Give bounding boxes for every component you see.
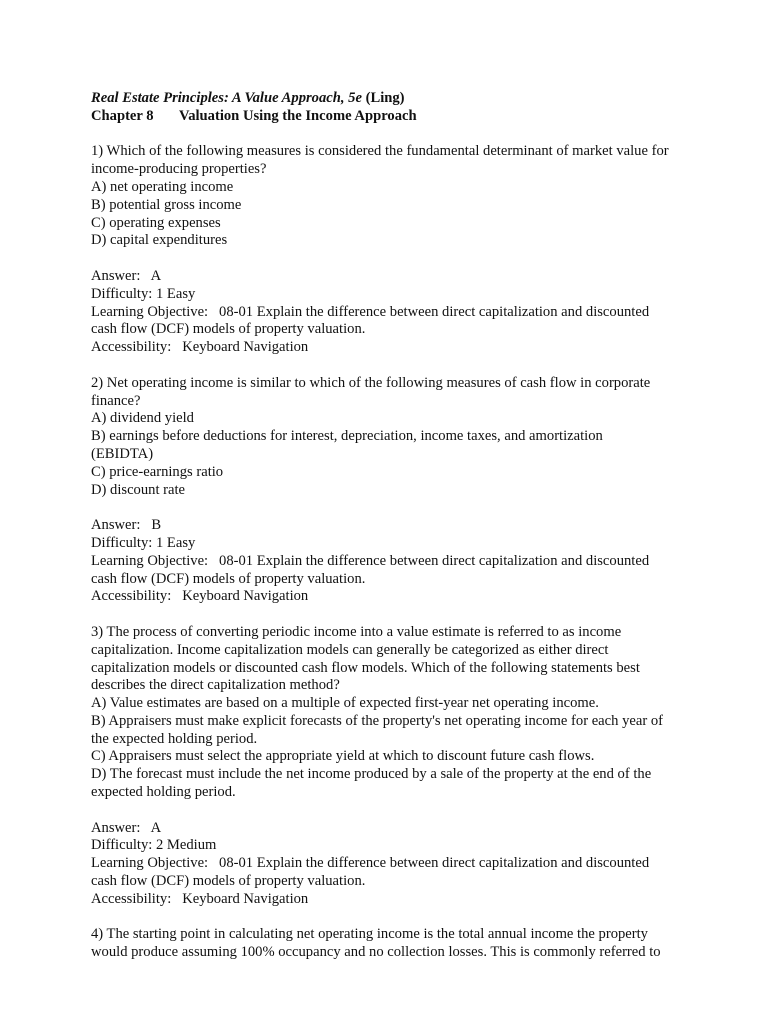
question-text-line: capitalization. Income capitalization models can generally be categorized as either direct (91, 641, 609, 658)
question-text-line: 3) The process of converting periodic income into a value estimate is referred to as income (91, 623, 622, 640)
chapter-label: Chapter 8 (91, 107, 154, 124)
answer-key: Answer: A (91, 267, 162, 284)
answer-option: expected holding period. (91, 784, 236, 801)
accessibility: Accessibility: Keyboard Navigation (91, 339, 309, 356)
answer-option: D) discount rate (91, 481, 186, 498)
question-text-line: would produce assuming 100% occupancy and no collection losses. This is commonly referred to (91, 944, 661, 961)
answer-option: D) The forecast must include the net income produced by a sale of the property at the end of the (91, 766, 652, 783)
question-text-line: capitalization models or discounted cash flow models. Which of the following statements best (91, 659, 640, 676)
question-text-line: 2) Net operating income is similar to which of the following measures of cash flow in corporate (91, 374, 651, 391)
answer-key: Answer: A (91, 819, 162, 836)
learning-objective: cash flow (DCF) models of property valuation. (91, 321, 366, 338)
learning-objective: Learning Objective: 08-01 Explain the difference between direct capitalization and discounted (91, 855, 650, 872)
book-title: Real Estate Principles: A Value Approach, 5e (91, 90, 362, 106)
difficulty: Difficulty: 2 Medium (91, 837, 217, 854)
difficulty: Difficulty: 1 Easy (91, 285, 196, 302)
learning-objective: Learning Objective: 08-01 Explain the difference between direct capitalization and discounted (91, 303, 650, 320)
difficulty: Difficulty: 1 Easy (91, 534, 196, 551)
answer-option: B) potential gross income (91, 196, 242, 213)
answer-option: D) capital expenditures (91, 232, 228, 249)
chapter-title: Valuation Using the Income Approach (179, 107, 417, 124)
question-2 (91, 375, 691, 606)
answer-option: A) Value estimates are based on a multiple of expected first-year net operating income. (91, 695, 599, 712)
answer-option: (EBIDTA) (91, 445, 154, 462)
answer-option: the expected holding period. (91, 730, 258, 747)
accessibility: Accessibility: Keyboard Navigation (91, 890, 309, 907)
answer-option: C) price-earnings ratio (91, 463, 224, 480)
answer-key: Answer: B (91, 517, 162, 534)
chapter-heading (91, 108, 691, 126)
answer-option: A) net operating income (91, 178, 234, 195)
question-text-line: 4) The starting point in calculating net operating income is the total annual income the property (91, 926, 648, 943)
question-1 (91, 143, 691, 357)
question-text-line: describes the direct capitalization method? (91, 677, 340, 694)
accessibility: Accessibility: Keyboard Navigation (91, 588, 309, 605)
book-author: (Ling) (365, 90, 405, 106)
answer-option: B) Appraisers must make explicit forecasts of the property's net operating income for each year of (91, 712, 663, 729)
answer-option: B) earnings before deductions for interest, depreciation, income taxes, and amortization (91, 428, 603, 445)
learning-objective: Learning Objective: 08-01 Explain the difference between direct capitalization and discounted (91, 552, 650, 569)
question-text-line: 1) Which of the following measures is considered the fundamental determinant of market value for (91, 143, 669, 160)
question-text-line: income-producing properties? (91, 161, 267, 178)
book-title-line (91, 90, 691, 108)
answer-option: C) Appraisers must select the appropriate yield at which to discount future cash flows. (91, 748, 595, 765)
question-3 (91, 624, 691, 909)
document-page (91, 90, 691, 962)
question-4 (91, 926, 691, 962)
learning-objective: cash flow (DCF) models of property valuation. (91, 873, 366, 890)
learning-objective: cash flow (DCF) models of property valuation. (91, 570, 366, 587)
answer-option: C) operating expenses (91, 214, 221, 231)
question-text-line: finance? (91, 392, 141, 409)
answer-option: A) dividend yield (91, 410, 194, 427)
